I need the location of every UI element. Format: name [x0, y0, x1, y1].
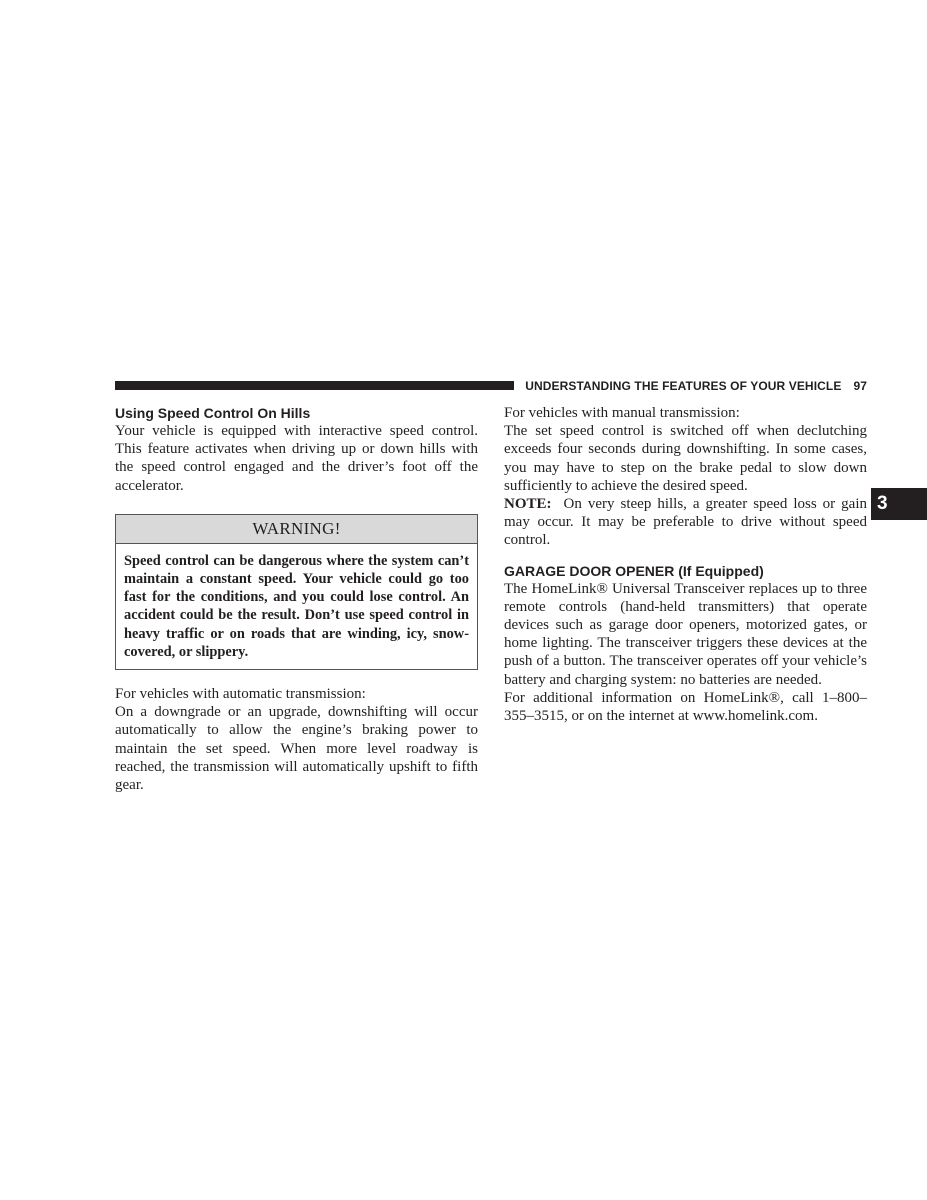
garage-door-text: The HomeLink® Universal Transceiver replaces up to three remote controls (hand-held transmitters) that operate devices such as garage door openers, motorized gates, or home lighting. The transceiver triggers these devices at the push of a button. The transceiver operates off your vehicle’s battery and charging system: no batteries are needed.: [504, 580, 867, 688]
note-label: NOTE:: [504, 496, 552, 513]
left-column: [115, 404, 478, 794]
warning-title: WARNING!: [116, 515, 477, 544]
automatic-intro: For vehicles with automatic transmission:: [115, 686, 366, 703]
right-column: [504, 404, 867, 725]
manual-text: The set speed control is switched off when declutching exceeds four seconds during downshifting. In some cases, you may have to step on the brake pedal to slow down sufficiently to achieve the desired speed.: [504, 423, 867, 494]
manual-intro: For vehicles with manual transmission:: [504, 405, 740, 421]
section-title: UNDERSTANDING THE FEATURES OF YOUR VEHICLE: [525, 379, 842, 393]
running-header: [520, 377, 867, 395]
warning-text: Speed control can be dangerous where the system can’t maintain a constant speed. Your vehicle could go too fast for the conditions, and you could lose control. An accident could be the result. Don’t use speed control in heavy traffic or on roads that are winding, icy, snow-covered, or slippery.: [124, 552, 469, 660]
warning-box: [115, 514, 478, 670]
garage-door-heading: GARAGE DOOR OPENER (If Equipped): [504, 562, 764, 579]
note-paragraph: [504, 495, 867, 550]
speed-control-hills-heading: Using Speed Control On Hills: [115, 405, 311, 421]
header-rule: [115, 381, 514, 390]
chapter-tab: 3: [871, 488, 927, 520]
speed-control-intro: Your vehicle is equipped with interactive speed control. This feature activates when driving up or down hills with the speed control engaged and the driver’s foot off the accelerator.: [115, 423, 478, 494]
note-text: On very steep hills, a greater speed loss or gain may occur. It may be preferable to drive without speed control.: [504, 496, 868, 549]
automatic-text: On a downgrade or an upgrade, downshifting will occur automatically to allow the engine’s braking power to maintain the set speed. When more level roadway is reached, the transmission will automatically upshift to fifth gear.: [115, 704, 478, 794]
page-number: 97: [853, 379, 867, 393]
homelink-info: For additional information on HomeLink®, call 1–800–355–3515, or on the internet at www.homelink.com.: [504, 689, 867, 725]
